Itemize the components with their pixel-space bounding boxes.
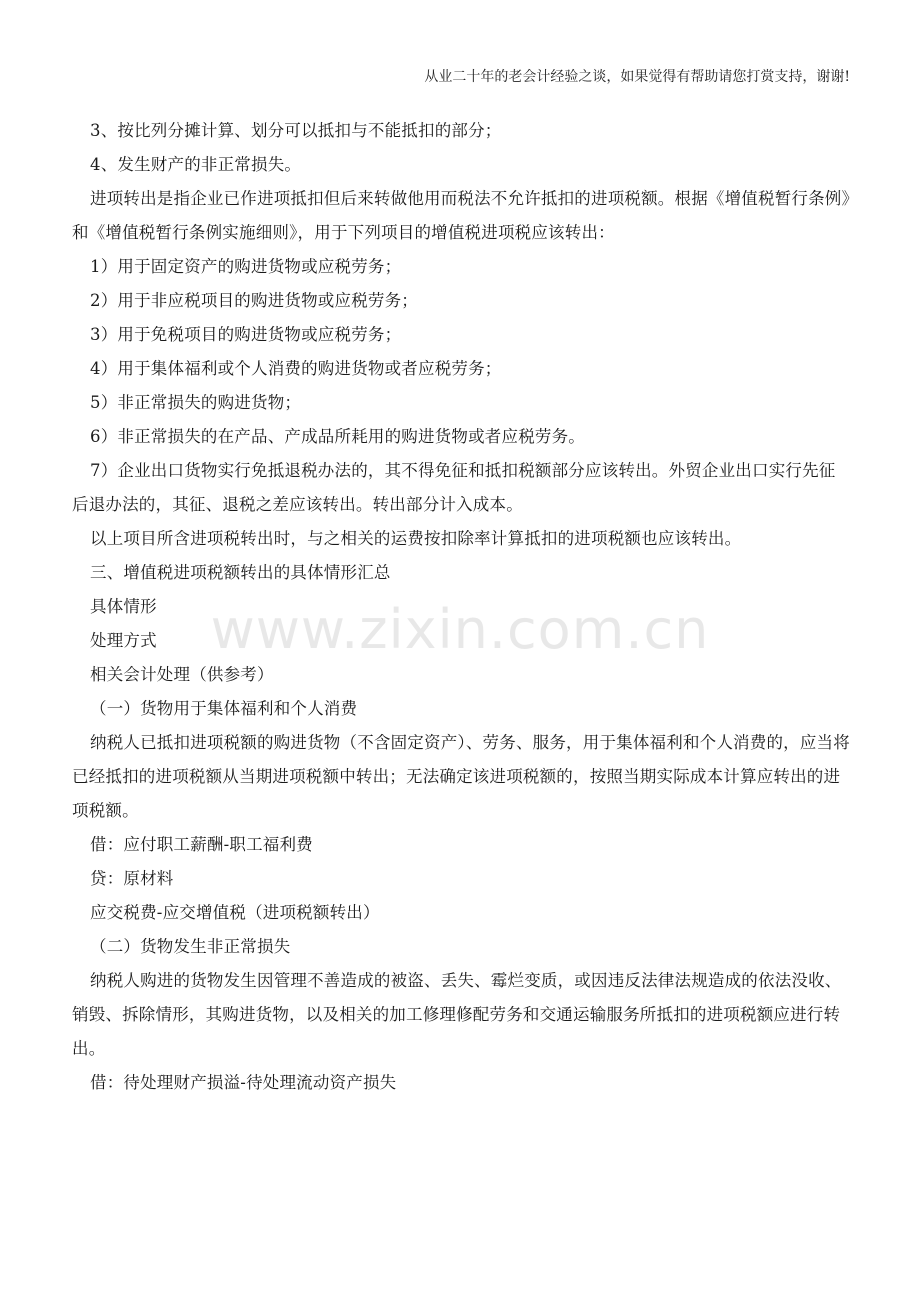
paragraph: 纳税人已抵扣进项税额的购进货物（不含固定资产）、劳务、服务，用于集体福利和个人消费的，应当将已经抵扣的进项税额从当期进项税额中转出；无法确定该进项税额的，按照当期实际成本计算应转出的进项税额。 — [72, 733, 850, 820]
journal-entry: 贷：原材料 — [90, 869, 174, 888]
section-heading: 三、增值税进项税额转出的具体情形汇总 — [90, 563, 391, 582]
paragraph: 4、发生财产的非正常损失。 — [90, 155, 302, 174]
table-header-cell: 相关会计处理（供参考） — [90, 665, 274, 684]
table-header-cell: 具体情形 — [90, 597, 157, 616]
journal-entry: 借：待处理财产损溢-待处理流动资产损失 — [90, 1073, 397, 1092]
paragraph: 3、按比列分摊计算、划分可以抵扣与不能抵扣的部分； — [90, 121, 502, 140]
journal-entry: 应交税费-应交增值税（进项税额转出） — [90, 903, 380, 922]
list-item: 4）用于集体福利或个人消费的购进货物或者应税劳务； — [90, 359, 502, 378]
journal-entry: 借：应付职工薪酬-职工福利费 — [90, 835, 313, 854]
watermark: www.zixin.com.cn — [210, 598, 710, 661]
list-item: 2）用于非应税项目的购进货物或应税劳务； — [90, 291, 418, 310]
paragraph: 进项转出是指企业已作进项抵扣但后来转做他用而税法不允许抵扣的进项税额。根据《增值税暂行条例》和《增值税暂行条例实施细则》，用于下列项目的增值税进项税应该转出： — [72, 189, 850, 242]
paragraph: 纳税人购进的货物发生因管理不善造成的被盗、丢失、霉烂变质，或因违反法律法规造成的依法没收、销毁、拆除情形，其购进货物，以及相关的加工修理修配劳务和交通运输服务所抵扣的进项税额应进行转出。 — [72, 971, 842, 1058]
table-header-cell: 处理方式 — [90, 631, 157, 650]
document-body — [72, 114, 850, 1100]
list-item: 7）企业出口货物实行免抵退税办法的，其不得免征和抵扣税额部分应该转出。外贸企业出口实行先征后退办法的，其征、退税之差应该转出。转出部分计入成本。 — [72, 461, 836, 514]
subsection-heading: （二）货物发生非正常损失 — [90, 937, 291, 956]
header-note: 从业二十年的老会计经验之谈，如果觉得有帮助请您打赏支持，谢谢! — [424, 69, 850, 85]
subsection-heading: （一）货物用于集体福利和个人消费 — [90, 699, 358, 718]
list-item: 3）用于免税项目的购进货物或应税劳务； — [90, 325, 402, 344]
list-item: 1）用于固定资产的购进货物或应税劳务； — [90, 257, 402, 276]
paragraph: 以上项目所含进项税转出时，与之相关的运费按扣除率计算抵扣的进项税额也应该转出。 — [90, 529, 742, 548]
list-item: 6）非正常损失的在产品、产成品所耗用的购进货物或者应税劳务。 — [90, 427, 585, 446]
list-item: 5）非正常损失的购进货物； — [90, 393, 302, 412]
